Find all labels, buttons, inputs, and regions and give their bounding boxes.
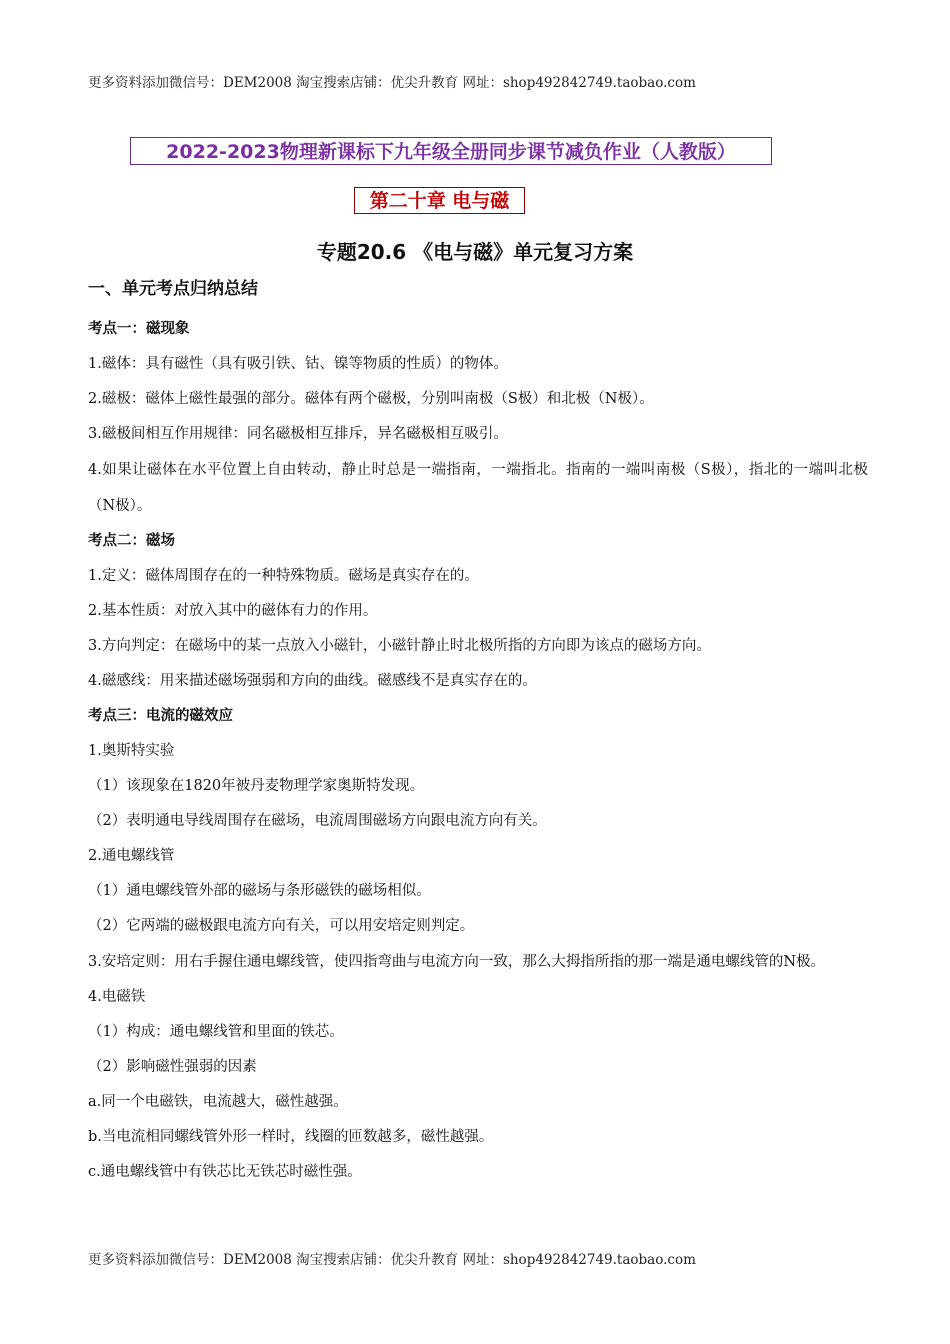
paragraph: 1.奥斯特实验 xyxy=(88,743,175,759)
point-heading: 考点二：磁场 xyxy=(88,533,175,549)
paragraph: 1.定义：磁体周围存在的一种特殊物质。磁场是真实存在的。 xyxy=(88,568,479,584)
paragraph: 3.磁极间相互作用规律：同名磁极相互排斥，异名磁极相互吸引。 xyxy=(88,426,508,442)
paragraph: 1.磁体：具有磁性（具有吸引铁、钴、镍等物质的性质）的物体。 xyxy=(88,356,508,372)
document-body xyxy=(88,276,868,1190)
paragraph: （2）它两端的磁极跟电流方向有关，可以用安培定则判定。 xyxy=(88,918,475,934)
paragraph: 3.方向判定：在磁场中的某一点放入小磁针，小磁针静止时北极所指的方向即为该点的磁场方向。 xyxy=(88,638,711,654)
point-heading: 考点一：磁现象 xyxy=(88,321,190,337)
paragraph: a.同一个电磁铁，电流越大，磁性越强。 xyxy=(88,1094,348,1110)
paragraph: 4.电磁铁 xyxy=(88,989,146,1005)
topic-title: 专题20.6 《电与磁》单元复习方案 xyxy=(316,240,634,264)
footer-note: 更多资料添加微信号：DEM2008 淘宝搜索店铺：优尖升教育 网址：shop492842749.taobao.com xyxy=(88,1252,696,1268)
paragraph: 2.基本性质：对放入其中的磁体有力的作用。 xyxy=(88,603,378,619)
paragraph: （1）构成：通电螺线管和里面的铁芯。 xyxy=(88,1024,344,1040)
paragraph: （2）影响磁性强弱的因素 xyxy=(88,1059,257,1075)
paragraph: c.通电螺线管中有铁芯比无铁芯时磁性强。 xyxy=(88,1164,362,1180)
header-note: 更多资料添加微信号：DEM2008 淘宝搜索店铺：优尖升教育 网址：shop492842749.taobao.com xyxy=(88,75,696,91)
paragraph: b.当电流相同螺线管外形一样时，线圈的匝数越多，磁性越强。 xyxy=(88,1129,494,1145)
paragraph: 3.安培定则：用右手握住通电螺线管，使四指弯曲与电流方向一致，那么大拇指所指的那一端是通电螺线管的N极。 xyxy=(88,954,826,970)
paragraph: 2.通电螺线管 xyxy=(88,848,175,864)
point-heading: 考点三：电流的磁效应 xyxy=(88,708,233,724)
paragraph: 2.磁极：磁体上磁性最强的部分。磁体有两个磁极，分别叫南极（S极）和北极（N极）。 xyxy=(88,391,654,407)
paragraph: （1）该现象在1820年被丹麦物理学家奥斯特发现。 xyxy=(88,778,425,794)
section-heading: 一、单元考点归纳总结 xyxy=(88,279,258,299)
paragraph: （2）表明通电导线周围存在磁场，电流周围磁场方向跟电流方向有关。 xyxy=(88,813,547,829)
paragraph: （1）通电螺线管外部的磁场与条形磁铁的磁场相似。 xyxy=(88,883,431,899)
chapter-title: 第二十章 电与磁 xyxy=(354,187,525,214)
paragraph: 4.磁感线：用来描述磁场强弱和方向的曲线。磁感线不是真实存在的。 xyxy=(88,673,537,689)
paragraph: 4.如果让磁体在水平位置上自由转动，静止时总是一端指南，一端指北。指南的一端叫南极（S极），指北的一端叫北极（N极）。 xyxy=(88,462,868,514)
series-title: 2022-2023物理新课标下九年级全册同步课节减负作业（人教版） xyxy=(130,137,772,165)
